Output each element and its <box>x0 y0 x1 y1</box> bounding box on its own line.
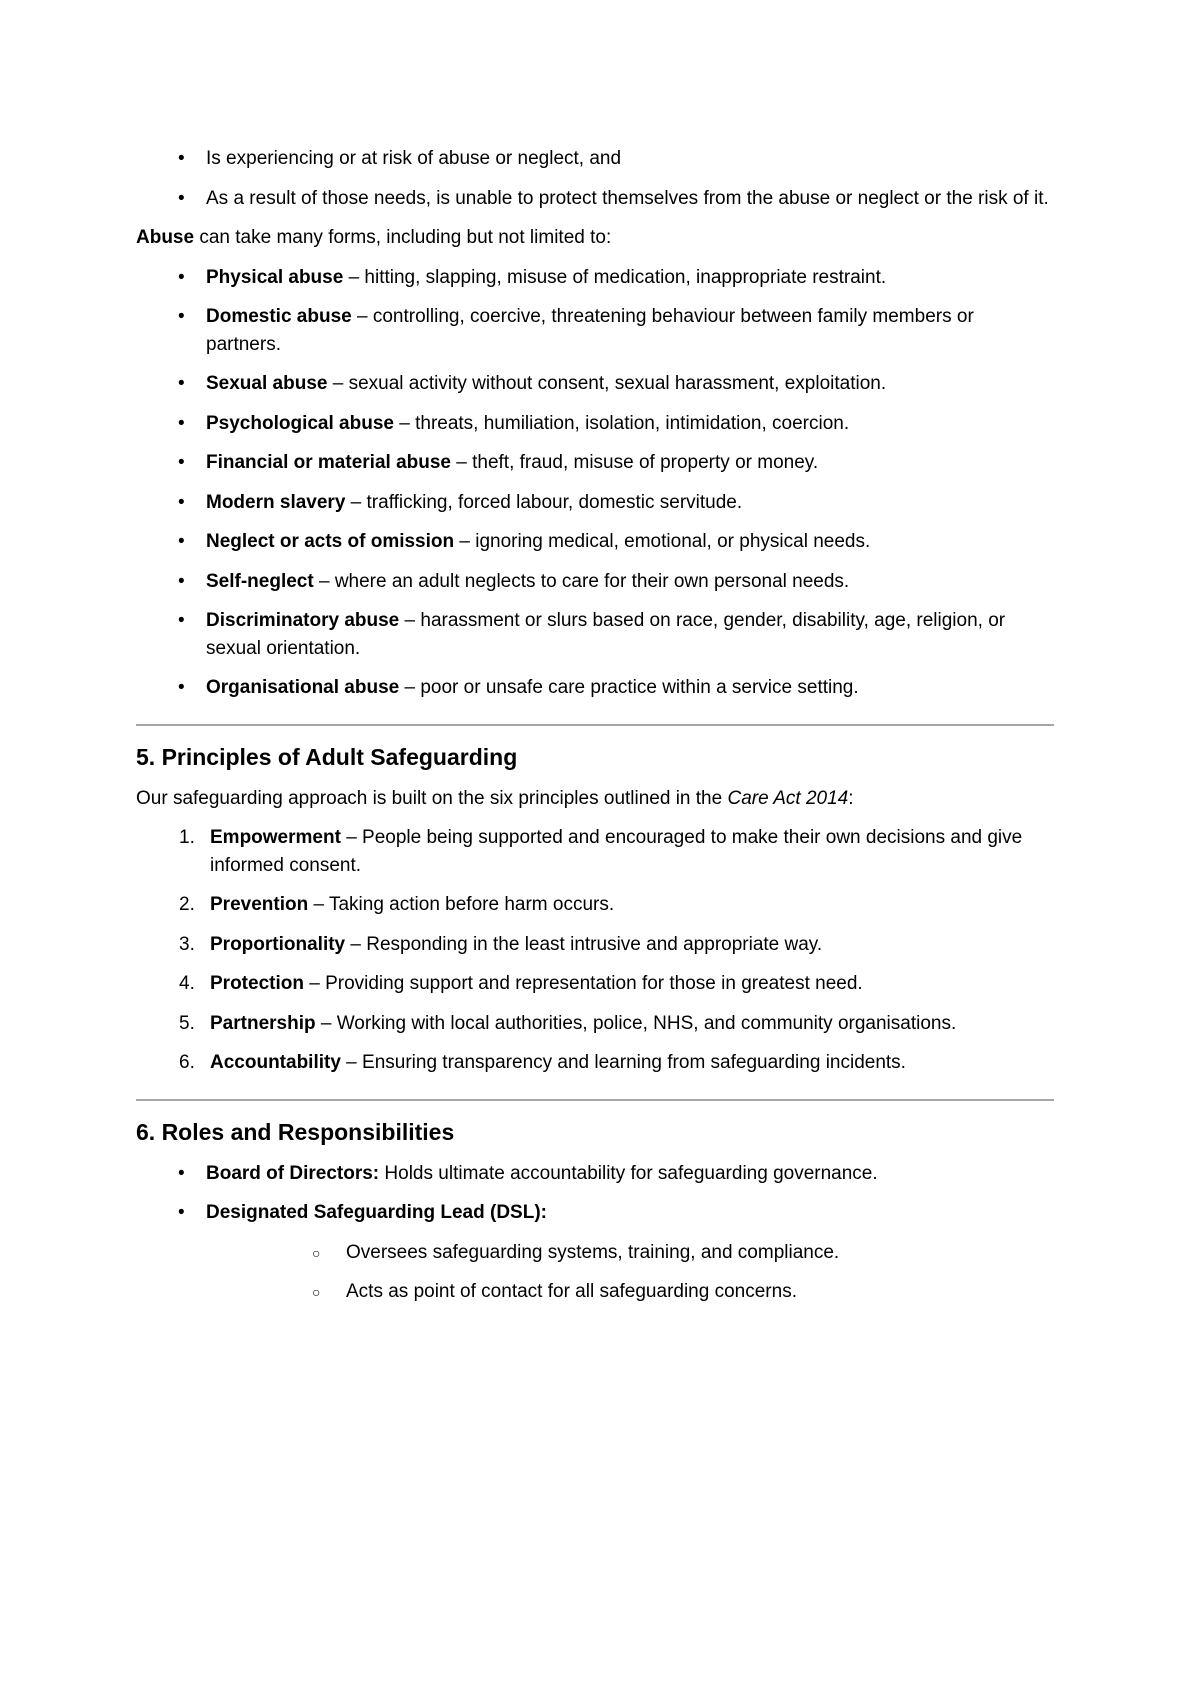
list-item <box>136 1010 1054 1038</box>
abuse-type-term: Sexual abuse <box>206 373 328 394</box>
abuse-type-term: Modern slavery <box>206 491 346 513</box>
abuse-type-desc: – hitting, slapping, misuse of medication, inappropriate restraint. <box>343 266 887 288</box>
abuse-type-desc: – threats, humiliation, isolation, intimidation, coercion. <box>393 412 850 434</box>
principle-term: Partnership <box>210 1012 316 1034</box>
list-item <box>136 489 1054 517</box>
abuse-type-desc: – sexual activity without consent, sexual harassment, exploitation. <box>327 373 887 394</box>
list-item <box>136 528 1054 556</box>
abuse-type-desc: – harassment or slurs based on race, gender, disability, age, religion, or sexual orientation. <box>206 610 1006 659</box>
section-divider <box>136 1099 1054 1101</box>
abuse-types-list <box>136 264 1054 702</box>
list-item <box>136 568 1054 596</box>
list-item <box>136 970 1054 998</box>
abuse-type-term: Organisational abuse <box>206 677 400 698</box>
list-item <box>136 607 1054 662</box>
list-item: • As a result of those needs, is unable to protect themselves from the abuse or neglect or the risk of it. <box>136 185 1054 213</box>
dsl-duties-list <box>206 1239 1054 1306</box>
principles-list <box>136 824 1054 1077</box>
principle-term: Accountability <box>210 1052 341 1073</box>
list-item: ○ Acts as point of contact for all safeguarding concerns. <box>206 1278 1054 1306</box>
principle-term: Prevention <box>210 894 309 915</box>
list-item: ○ Oversees safeguarding systems, training, and compliance. <box>206 1239 1054 1267</box>
principles-intro-paragraph <box>136 785 1054 813</box>
section-6-heading: 6. Roles and Responsibilities <box>136 1118 455 1145</box>
list-item <box>136 1160 1054 1188</box>
list-item <box>136 449 1054 477</box>
section-5-heading: 5. Principles of Adult Safeguarding <box>136 743 518 770</box>
list-item <box>136 891 1054 919</box>
list-item <box>136 824 1054 879</box>
abuse-type-term: Psychological abuse <box>206 412 394 434</box>
abuse-type-desc: – theft, fraud, misuse of property or money. <box>450 452 819 473</box>
list-item <box>136 674 1054 702</box>
abuse-type-term: Neglect or acts of omission <box>206 531 455 552</box>
principle-desc: – Ensuring transparency and learning from safeguarding incidents. <box>340 1052 906 1073</box>
abuse-type-desc: – controlling, coercive, threatening behaviour between family members or partners. <box>206 306 974 355</box>
principle-desc: – Working with local authorities, police, NHS, and community organisations. <box>315 1012 957 1034</box>
abuse-type-desc: – ignoring medical, emotional, or physical needs. <box>454 531 871 552</box>
principle-desc: – People being supported and encouraged to make their own decisions and give informed consent. <box>210 827 1023 876</box>
list-item <box>136 1049 1054 1077</box>
role-desc: Holds ultimate accountability for safeguarding governance. <box>379 1162 878 1184</box>
abuse-intro-lead: Abuse <box>136 227 195 248</box>
section-divider <box>136 724 1054 726</box>
abuse-intro-rest: can take many forms, including but not limited to: <box>194 227 612 248</box>
abuse-type-desc: – poor or unsafe care practice within a service setting. <box>399 677 859 698</box>
abuse-type-term: Self-neglect <box>206 570 314 592</box>
abuse-type-term: Discriminatory abuse <box>206 610 400 631</box>
abuse-type-term: Financial or material abuse <box>206 452 451 473</box>
list-item <box>136 303 1054 358</box>
principle-desc: – Taking action before harm occurs. <box>308 894 615 915</box>
abuse-type-desc: – trafficking, forced labour, domestic servitude. <box>345 491 743 513</box>
principle-term: Empowerment <box>210 827 341 848</box>
abuse-type-term: Domestic abuse <box>206 306 352 327</box>
principle-desc: – Providing support and representation for those in greatest need. <box>303 973 863 994</box>
principles-intro-start: Our safeguarding approach is built on the six principles outlined in the <box>136 787 728 809</box>
list-item <box>136 410 1054 438</box>
principles-intro-end: : <box>848 787 854 809</box>
list-item <box>136 1199 1054 1306</box>
adult-at-risk-criteria-list <box>136 145 1054 212</box>
abuse-type-desc: – where an adult neglects to care for their own personal needs. <box>313 570 850 592</box>
principle-desc: – Responding in the least intrusive and appropriate way. <box>345 933 823 955</box>
list-item <box>136 370 1054 398</box>
abuse-type-term: Physical abuse <box>206 266 344 288</box>
role-term: Designated Safeguarding Lead (DSL): <box>206 1202 547 1223</box>
role-term: Board of Directors: <box>206 1162 380 1184</box>
list-item <box>136 264 1054 292</box>
list-item <box>136 931 1054 959</box>
abuse-intro-paragraph <box>136 224 1054 252</box>
roles-list <box>136 1160 1054 1306</box>
care-act-reference: Care Act 2014 <box>727 787 849 809</box>
list-item: • Is experiencing or at risk of abuse or neglect, and <box>136 145 1054 173</box>
principle-term: Protection <box>210 973 304 994</box>
principle-term: Proportionality <box>210 933 346 955</box>
